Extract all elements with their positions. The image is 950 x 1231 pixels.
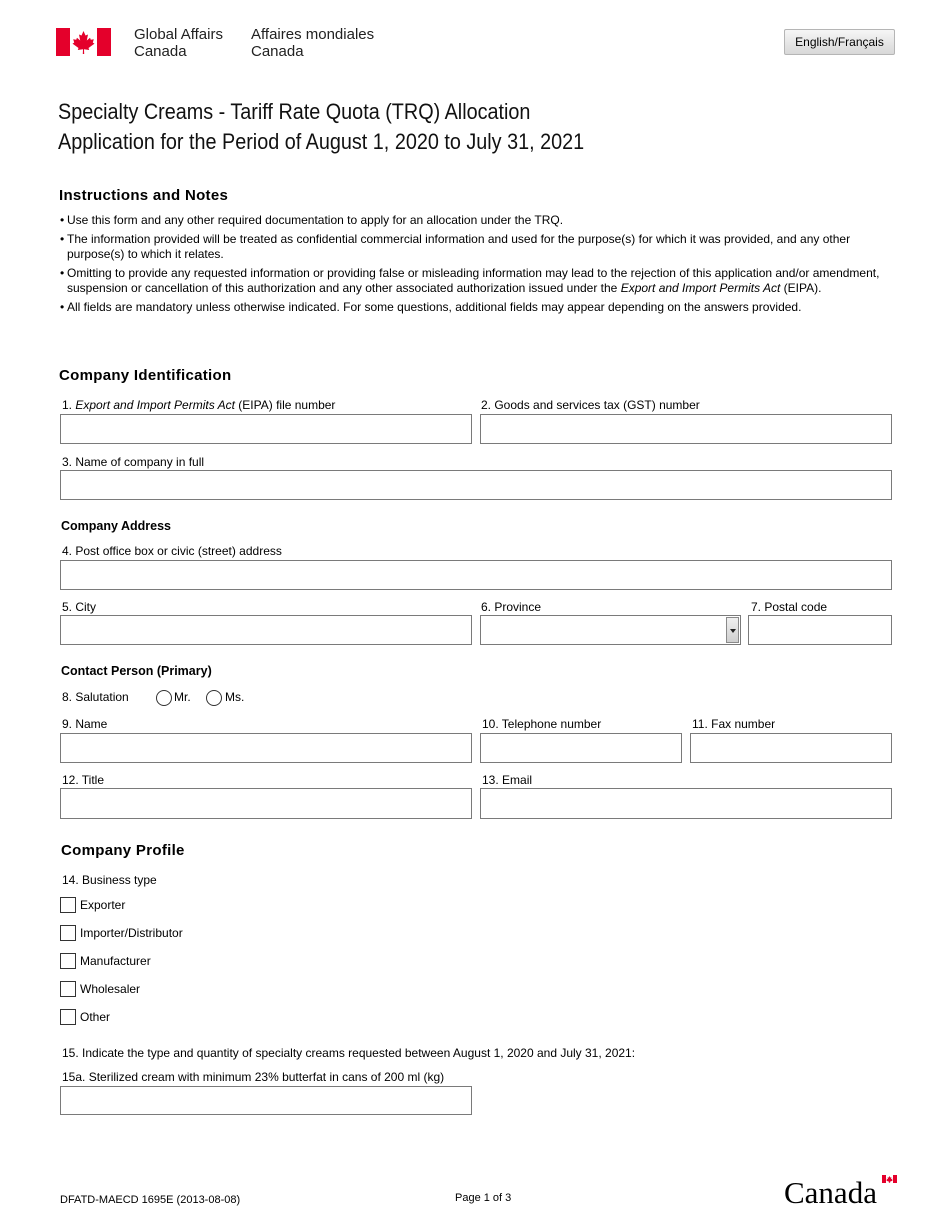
q10-label: 10. Telephone number (482, 717, 602, 731)
instruction-text: Omitting to provide any requested information or providing false or misleading information may lead to the rejection of this application and/or amendment, suspension or cancellation of this authorization and any other associated authorization issued under the (67, 266, 880, 295)
city-input[interactable] (60, 615, 472, 645)
instruction-item (60, 266, 890, 296)
q6-label: 6. Province (481, 600, 542, 614)
language-toggle-button[interactable]: English/Français (784, 29, 895, 55)
salutation-ms-radio[interactable] (206, 690, 222, 706)
department-name-en (134, 26, 223, 60)
business-type-label: Exporter (80, 898, 126, 912)
q3-label: 3. Name of company in full (62, 455, 205, 469)
form-title-line2: Application for the Period of August 1, 2020 to July 31, 2021 (58, 129, 585, 154)
company-identification-heading: Company Identification (59, 367, 232, 384)
business-type-label: Wholesaler (80, 982, 141, 996)
street-address-input[interactable] (60, 560, 892, 590)
form-title-line1: Specialty Creams - Tariff Rate Quota (TRQ) Allocation (58, 99, 531, 124)
salutation-ms-label: Ms. (225, 690, 245, 704)
business-type-label: Importer/Distributor (80, 926, 183, 940)
telephone-input[interactable] (480, 733, 682, 763)
instruction-item: • Use this form and any other required documentation to apply for an allocation under the TRQ. (60, 213, 890, 228)
business-type-label: Manufacturer (80, 954, 151, 968)
postal-code-input[interactable] (748, 615, 892, 645)
dept-fr-line2: Canada (251, 43, 304, 60)
canada-wordmark-text: Canada (784, 1175, 877, 1206)
q1-label (62, 398, 335, 412)
business-type-importer-checkbox[interactable] (60, 925, 76, 941)
page-number: Page 1 of 3 (455, 1192, 512, 1204)
q1-number: 1. (62, 398, 76, 412)
business-type-wholesaler-checkbox[interactable] (60, 981, 76, 997)
canada-wordmark-flag-icon (882, 1175, 897, 1183)
q8-label: 8. Salutation (62, 690, 129, 704)
email-input[interactable] (480, 788, 892, 819)
q12-label: 12. Title (62, 773, 105, 787)
instructions-list (60, 213, 890, 319)
contact-name-input[interactable] (60, 733, 472, 763)
business-type-manufacturer-checkbox[interactable] (60, 953, 76, 969)
business-type-label: Other (80, 1010, 111, 1024)
act-name: Export and Import Permits Act (620, 281, 781, 295)
contact-person-heading: Contact Person (Primary) (61, 664, 212, 678)
department-name-fr (251, 26, 374, 60)
business-type-other-checkbox[interactable] (60, 1009, 76, 1025)
form-code: DFATD-MAECD 1695E (2013-08-08) (60, 1194, 241, 1206)
instruction-item: • The information provided will be treated as confidential commercial information and used for the purpose(s) for which it was provided, and any other purpose(s) to which it relates. (60, 232, 890, 262)
instruction-text: (EIPA). (780, 281, 822, 295)
q5-label: 5. City (62, 600, 97, 614)
q15a-label: 15a. Sterilized cream with minimum 23% butterfat in cans of 200 ml (kg) (62, 1070, 445, 1084)
q13-label: 13. Email (482, 773, 533, 787)
salutation-mr-radio[interactable] (156, 690, 172, 706)
gst-number-input[interactable] (480, 414, 892, 444)
q4-label: 4. Post office box or civic (street) address (62, 544, 282, 558)
dept-en-line2: Canada (134, 43, 187, 60)
dept-en-line1: Global Affairs (134, 26, 223, 43)
dept-fr-line1: Affaires mondiales (251, 26, 375, 43)
q9-label: 9. Name (62, 717, 108, 731)
q14-label: 14. Business type (62, 873, 157, 887)
instructions-heading: Instructions and Notes (59, 187, 229, 204)
province-select[interactable] (480, 615, 741, 645)
canada-wordmark-logo (783, 1174, 898, 1206)
fax-input[interactable] (690, 733, 892, 763)
q2-label: 2. Goods and services tax (GST) number (481, 398, 700, 412)
q11-label: 11. Fax number (692, 717, 776, 731)
instruction-item: • All fields are mandatory unless otherwise indicated. For some questions, additional fields may appear depending on the answers provided. (60, 300, 890, 315)
eipa-file-number-input[interactable] (60, 414, 472, 444)
q7-label: 7. Postal code (751, 600, 828, 614)
company-name-input[interactable] (60, 470, 892, 500)
chevron-down-icon[interactable] (726, 617, 739, 643)
canada-flag-icon (56, 28, 111, 56)
company-address-heading: Company Address (61, 519, 171, 533)
sterilized-cream-quantity-input[interactable] (60, 1086, 472, 1115)
company-profile-heading: Company Profile (61, 842, 185, 859)
q1-label-rest: (EIPA) file number (234, 398, 336, 412)
contact-title-input[interactable] (60, 788, 472, 819)
salutation-mr-label: Mr. (174, 690, 191, 704)
business-type-exporter-checkbox[interactable] (60, 897, 76, 913)
q15-label: 15. Indicate the type and quantity of specialty creams requested between August 1, 2020 and July 31, 2021: (62, 1046, 636, 1060)
q1-act-name: Export and Import Permits Act (75, 398, 235, 412)
